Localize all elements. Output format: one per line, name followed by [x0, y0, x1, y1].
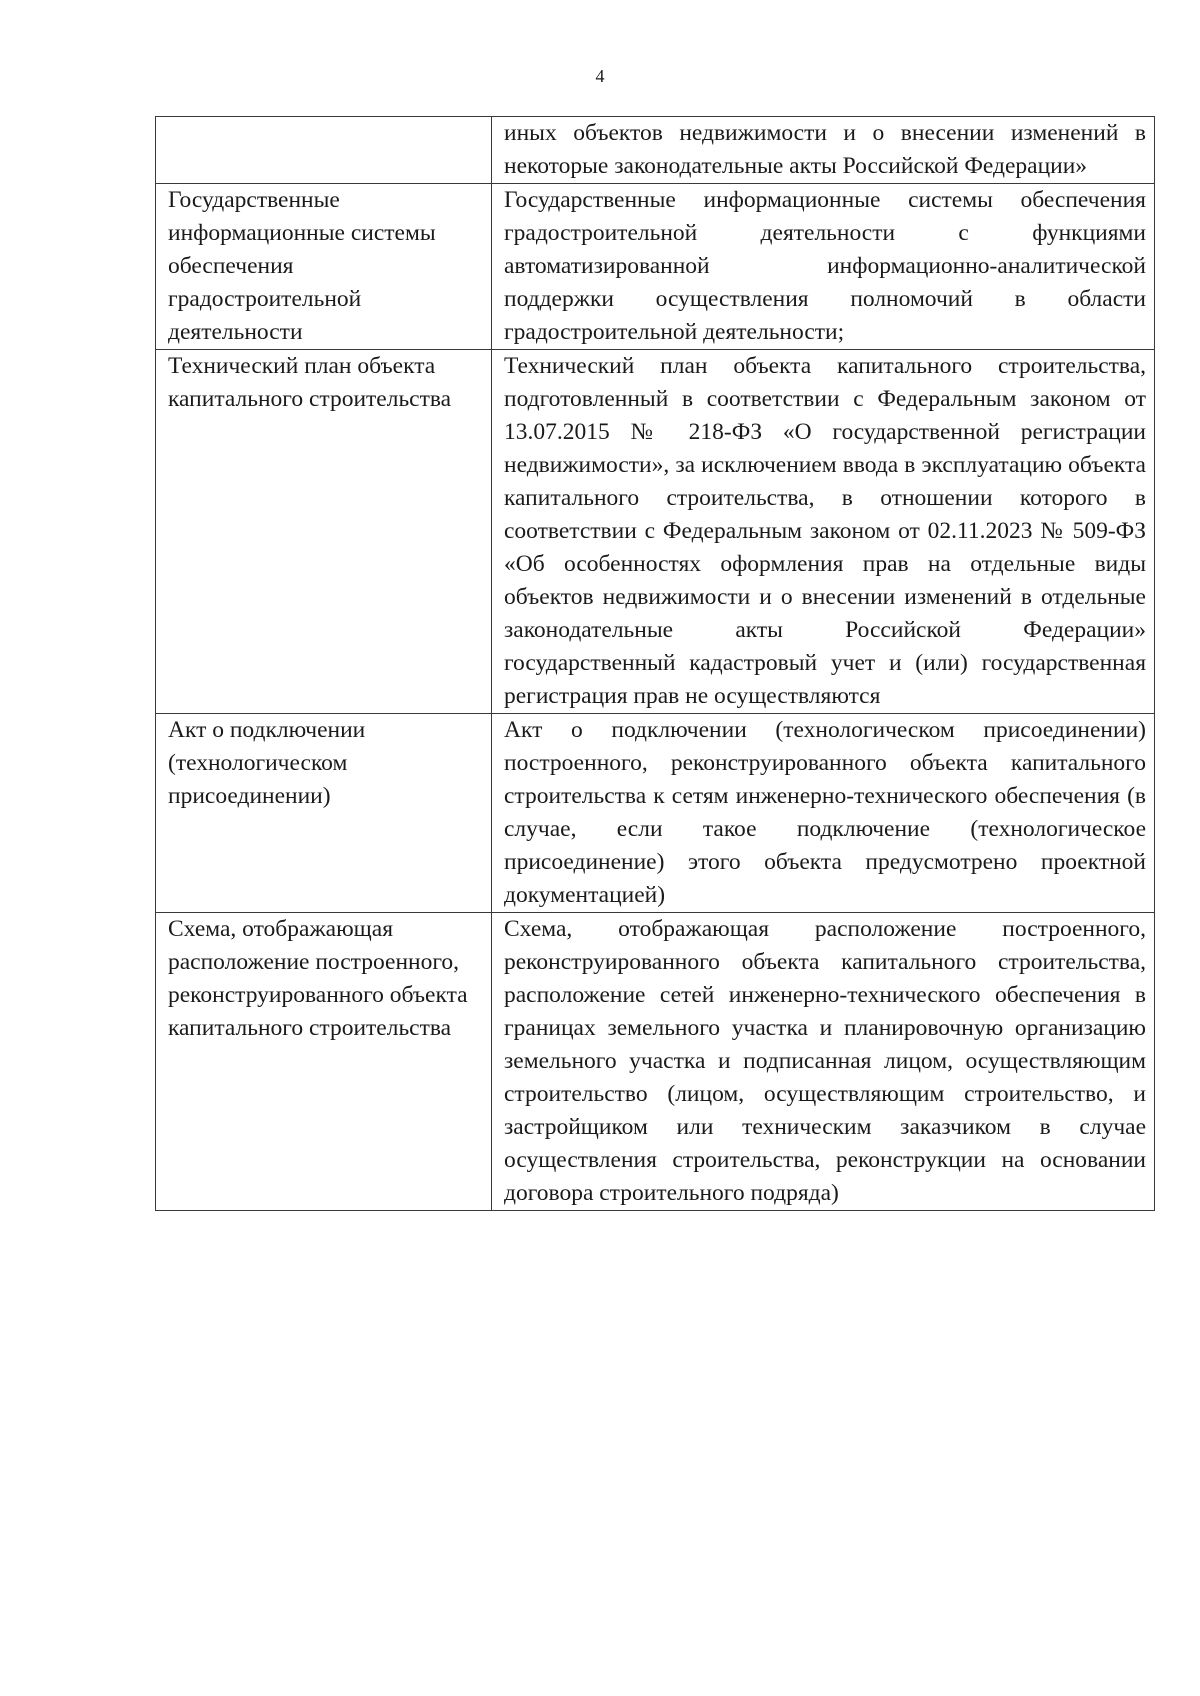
term-cell: Государственные информационные системы обеспечения градостроительной деятельности: [156, 184, 492, 350]
page-number: 4: [595, 66, 605, 86]
definition-cell: Схема, отображающая расположение построенного, реконструированного объекта капитального строительства, расположение сетей инженерно-технического обеспечения в границах земельного участка и планировочную организацию земельного участка и подписанная лицом, осуществляющим строительство (лицом, осуществляющим строительство, и застройщиком или техническим заказчиком в случае осуществления строительства, реконструкции на основании договора строительного подряда): [492, 913, 1155, 1211]
term-cell: Технический план объекта капитального строительства: [156, 350, 492, 714]
documents-table: [155, 116, 1155, 1211]
definition-cell: Государственные информационные системы обеспечения градостроительной деятельности с функциями автоматизированной информационно-аналитической поддержки осуществления полномочий в области градостроительной деятельности;: [492, 184, 1155, 350]
term-cell: Акт о подключении (технологическом присоединении): [156, 714, 492, 913]
definition-cell: Технический план объекта капитального строительства, подготовленный в соответствии с Федеральным законом от 13.07.2015 № 218-ФЗ «О государственной регистрации недвижимости», за исключением ввода в эксплуатацию объекта капитального строительства, в отношении которого в соответствии с Федеральным законом от 02.11.2023 № 509-ФЗ «Об особенностях оформления прав на отдельные виды объектов недвижимости и о внесении изменений в отдельные законодательные акты Российской Федерации» государственный кадастровый учет и (или) государственная регистрация прав не осуществляются: [492, 350, 1155, 714]
definition-cell: иных объектов недвижимости и о внесении изменений в некоторые законодательные акты Российской Федерации»: [492, 117, 1155, 184]
table-row: [156, 714, 1155, 913]
table-row: [156, 184, 1155, 350]
definition-cell: Акт о подключении (технологическом присоединении) построенного, реконструированного объекта капитального строительства к сетям инженерно-технического обеспечения (в случае, если такое подключение (технологическое присоединение) этого объекта предусмотрено проектной документацией): [492, 714, 1155, 913]
term-cell: Схема, отображающая расположение построенного, реконструированного объекта капитального строительства: [156, 913, 492, 1211]
term-cell: [156, 117, 492, 184]
table-row: [156, 117, 1155, 184]
table-row: [156, 350, 1155, 714]
table-row: [156, 913, 1155, 1211]
